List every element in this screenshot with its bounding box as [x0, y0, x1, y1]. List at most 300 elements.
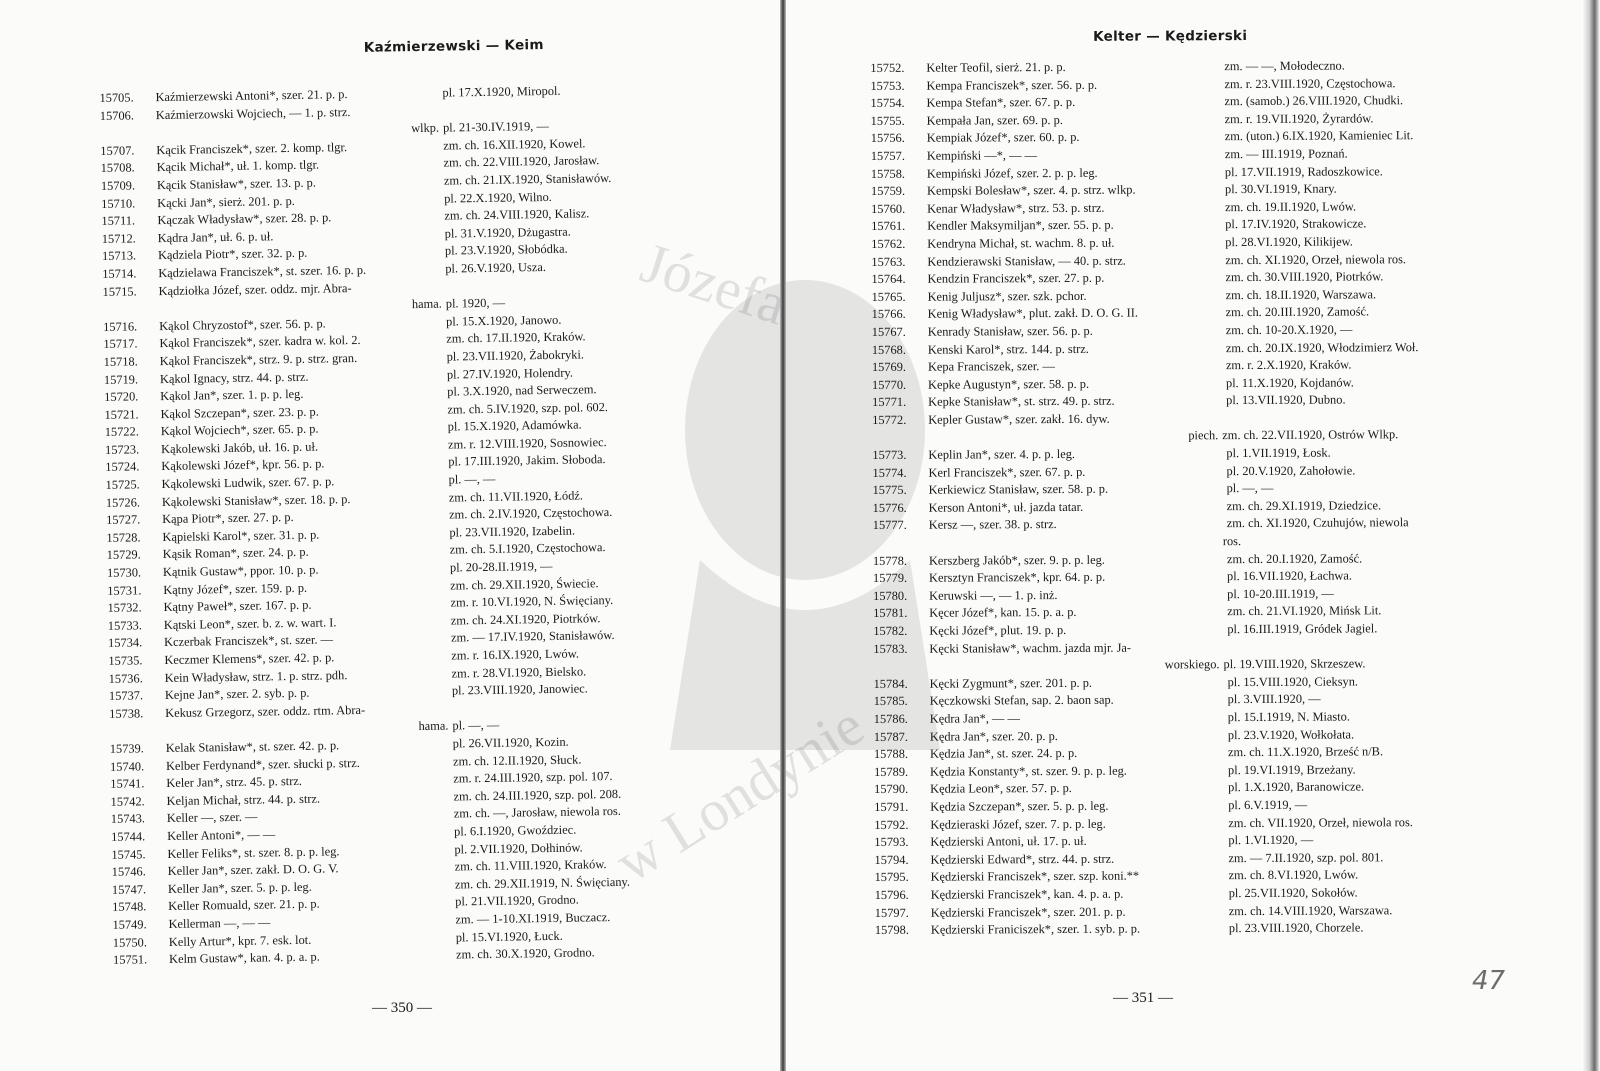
- entry-name: Kędzierski Franciszek*, szer. 201. p. p.: [930, 904, 1126, 920]
- entry-fate: zm. ch. 29.XII.1919, N. Święciany.: [454, 874, 631, 892]
- entry-name: Kęcki Józef*, plut. 19. p. p.: [929, 622, 1067, 638]
- entry-fate: [1222, 409, 1492, 428]
- entry-name: Kein Władysław, strz. 1. p. strz. pdh.: [164, 667, 348, 685]
- entry-fate: zm. — 7.II.1920, szp. pol. 801.: [1228, 850, 1384, 865]
- entry-fate: pl. 22.X.1920, Wilno.: [444, 189, 552, 206]
- entry-number: 15732.: [107, 600, 142, 616]
- entry-name: Kenig Juljusz*, szer. szk. pchor.: [927, 288, 1087, 304]
- entry-number: 15789.: [874, 764, 909, 779]
- entry-number: 15739.: [109, 741, 144, 756]
- entry-fate: zm. r. 23.VIII.1920, Częstochowa.: [1224, 75, 1396, 91]
- entry-number: 15756.: [870, 131, 905, 146]
- entry-name: Kendler Maksymiljan*, szer. 55. p. p.: [927, 218, 1114, 234]
- entry-number: 15757.: [870, 148, 905, 163]
- entry-name: Kęcer Józef*, kan. 15. p. a. p.: [929, 605, 1077, 621]
- left-page-number: — 350 —: [372, 1000, 432, 1016]
- entry-fate: pl. 21-30.IV.1919, —: [442, 119, 549, 135]
- entry-fate: pl. —, —: [448, 471, 496, 487]
- entry-name: Kempski Bolesław*, szer. 4. p. strz. wlkp.: [926, 182, 1136, 198]
- entry-fate: pl. 28.VI.1920, Kilikijew.: [1225, 234, 1353, 250]
- entry-number: 15776.: [872, 500, 907, 515]
- entry-name: Kempiński Józef, szer. 2. p. p. leg.: [926, 165, 1098, 181]
- entry-number: 15740.: [109, 758, 145, 774]
- entry-fate: zm. — 17.IV.1920, Stanisławów.: [450, 628, 615, 645]
- entry-continuation: hama.: [418, 718, 449, 734]
- entry-number: 15738.: [109, 706, 144, 721]
- entry-number: 15737.: [108, 688, 144, 704]
- entry-number: 15787.: [873, 729, 908, 744]
- entry-name: Kęcki Stanisław*, wachm. jazda mjr. Ja-: [929, 640, 1132, 656]
- entry-name: Kątny Józef*, szer. 159. p. p.: [163, 580, 308, 597]
- entry-fate: pl. —, —: [452, 718, 500, 733]
- entry-name: Kerl Franciszek*, szer. 67. p. p.: [928, 464, 1086, 480]
- entry-fate: pl. 19.VI.1919, Brzeżany.: [1227, 762, 1356, 777]
- entry-name: Kąkolewski Józef*, kpr. 56. p. p.: [161, 456, 325, 474]
- entry-number: 15782.: [873, 623, 908, 638]
- entry-fate: zm. ch. 29.XII.1920, Świecie.: [450, 575, 599, 593]
- entry-fate: pl. 13.VII.1920, Dubno.: [1226, 392, 1346, 408]
- entry-name: Kącik Franciszek*, szer. 2. komp. tlgr.: [156, 139, 348, 157]
- entry-number: 15777.: [872, 518, 907, 533]
- entry-name: Kątski Leon*, szer. b. z. w. wart. I.: [163, 615, 337, 632]
- entry-number: 15725.: [105, 477, 140, 493]
- entry-fate: pl. 25.VII.1920, Sokołów.: [1228, 885, 1358, 901]
- entry-number: 15744.: [111, 829, 146, 844]
- entry-fate: zm. ch. 24.XI.1920, Piotrków.: [450, 610, 601, 628]
- entry-fate: pl. 20.V.1920, Zahołowie.: [1226, 463, 1356, 478]
- entry-number: 15762.: [871, 236, 906, 251]
- entry-name: Kenar Władysław*, strz. 53. p. strz.: [927, 200, 1105, 216]
- entry-fate: zm. ch. 5.IV.1920, szp. pol. 602.: [447, 399, 609, 417]
- entry-fate: pl. 17.VII.1919, Radoszkowice.: [1224, 163, 1383, 179]
- entry-number: 15773.: [872, 447, 907, 463]
- entry-number: 15727.: [106, 512, 141, 528]
- entry-name: Kelter Teofil, sierż. 21. p. p.: [926, 59, 1066, 75]
- entry-fate: zm. ch. 22.VII.1920, Ostrów Wlkp.: [1222, 427, 1399, 443]
- entry-number: 15709.: [100, 178, 136, 193]
- entry-number: 15731.: [107, 583, 142, 598]
- entry-name: Kersztyn Franciszek*, kpr. 64. p. p.: [928, 569, 1106, 585]
- page-edge: [1582, 0, 1600, 1071]
- entry-fate: pl. 3.VIII.1920, —: [1227, 692, 1321, 707]
- entry-number: 15780.: [873, 588, 908, 603]
- entry-name: Kekusz Grzegorz, szer. oddz. rtm. Abra-: [165, 702, 366, 720]
- entry-number: 15798.: [874, 922, 909, 938]
- entry-fate: zm. ch. 8.VI.1920, Lwów.: [1228, 867, 1359, 883]
- entry-fate: zm. ch. —, Jarosław, niewola ros.: [453, 804, 622, 821]
- entry-name: Kepke Augustyn*, szer. 58. p. p.: [927, 376, 1090, 392]
- left-page-header: Kaźmierzewski — Keim: [363, 37, 544, 56]
- entry-name: Kądziołka Józef, szer. oddz. mjr. Abra-: [158, 280, 352, 298]
- right-page-header: Kelter — Kędzierski: [1093, 28, 1248, 45]
- entry-name: Kąkol Franciszek*, strz. 9. p. strz. gran.: [159, 350, 358, 368]
- entry-fate: pl. 15.X.1920, Adamówka.: [447, 417, 582, 434]
- entry-fate: zm. ch. 16.XII.1920, Kowel.: [443, 136, 586, 153]
- entry-name: Kąkolewski Jakób, uł. 16. p. uł.: [160, 439, 319, 456]
- watermark-text-1: Józefa: [633, 229, 795, 338]
- entry-number: 15750.: [112, 934, 147, 950]
- entry-number: 15759.: [870, 183, 906, 199]
- entry-name: Kędzieraski Józef, szer. 7. p. p. leg.: [930, 816, 1106, 832]
- entry-fate: zm. ch. 22.VIII.1920, Jarosław.: [443, 153, 600, 170]
- entry-name: Kelly Artur*, kpr. 7. esk. lot.: [168, 932, 312, 949]
- entry-fate: pl. 30.VI.1919, Knary.: [1224, 181, 1337, 197]
- entry-number: 15712.: [101, 231, 136, 246]
- entry-name: Kątny Paweł*, szer. 167. p. p.: [163, 597, 312, 615]
- entry-number: 15706.: [99, 108, 134, 123]
- entry-number: 15723.: [104, 442, 140, 457]
- entry-fate: pl. 16.III.1919, Gródek Jagiel.: [1227, 621, 1378, 637]
- entry-number: 15734.: [107, 635, 143, 651]
- entry-name: Keller Antoni*, — —: [167, 827, 276, 843]
- entry-number: 15716.: [103, 319, 138, 334]
- entry-name: Kąkol Jan*, szer. 1. p. p. leg.: [160, 386, 304, 404]
- entry-fate: pl. 1.X.1920, Baranowicze.: [1228, 779, 1365, 795]
- entry-fate: pl. 23.V.1920, Słobódka.: [444, 241, 568, 258]
- entry-number: 15708.: [100, 160, 135, 176]
- entry-fate: zm. ch. XI.1920, Czuhujów, niewola: [1226, 515, 1409, 531]
- entry-number: 15724.: [105, 459, 140, 475]
- entry-fate: zm. r. 12.VIII.1920, Sosnowiec.: [447, 434, 607, 452]
- entry-fate: pl. —, —: [1226, 481, 1274, 496]
- entry-fate: pl. 16.VII.1920, Łachwa.: [1226, 568, 1352, 584]
- entry-number: 15722.: [104, 424, 139, 440]
- entry-name: Kątnik Gustaw*, ppor. 10. p. p.: [162, 562, 319, 580]
- entry-fate: zm. ch. 5.I.1920, Częstochowa.: [449, 540, 606, 557]
- entry-number: 15797.: [874, 905, 909, 920]
- entry-number: 15774.: [872, 465, 907, 480]
- entry-number: 15736.: [108, 670, 143, 686]
- entry-fate: pl. 1920, —: [445, 295, 506, 311]
- left-entries: [99, 79, 783, 969]
- entry-number: 15741.: [110, 776, 145, 792]
- entry-fate: pl. 23.VIII.1920, Chorzele.: [1228, 920, 1364, 936]
- entry-fate: ros.: [1222, 534, 1242, 549]
- entry-fate: pl. 31.V.1920, Dżugastra.: [444, 224, 571, 241]
- entry-number: 15765.: [871, 289, 906, 304]
- entry-number: 15720.: [104, 389, 139, 405]
- entry-number: 15729.: [106, 547, 141, 563]
- entry-fate: zm. ch. 11.X.1920, Brześć n/B.: [1227, 744, 1384, 760]
- entry-fate: pl. 15.VIII.1920, Cieksyn.: [1227, 674, 1359, 689]
- entry-name: Kelber Ferdynand*, szer. słucki p. strz.: [165, 755, 360, 773]
- entry-name: Kendryna Michał, st. wachm. 8. p. uł.: [927, 235, 1115, 251]
- entry-fate: pl. 21.VII.1920, Grodno.: [455, 892, 579, 909]
- entry-continuation: wlkp.: [411, 120, 440, 136]
- entry-number: 15718.: [103, 354, 138, 369]
- entry-name: Kędzierski Franiciszek*, szer. 1. syb. p. p.: [930, 921, 1141, 937]
- entry-name: Kąkolewski Stanisław*, szer. 18. p. p.: [161, 491, 351, 509]
- entry-number: 15795.: [874, 870, 909, 885]
- entry-name: Kenrady Stanisław, szer. 56. p. p.: [927, 323, 1093, 339]
- entry-fate: pl. 23.V.1920, Wołkołata.: [1227, 727, 1355, 742]
- entry-fate: zm. ch. 17.II.1920, Kraków.: [446, 329, 586, 346]
- entry-fate: pl. 2.VII.1920, Dołhinów.: [454, 840, 583, 857]
- entry-name: Kempiński —*, — —: [926, 148, 1037, 163]
- entry-fate: pl. 1.VII.1919, Łosk.: [1226, 445, 1331, 461]
- entry-fate: pl. 3.X.1920, nad Serweczem.: [447, 382, 597, 399]
- entry-name: Kempała Jan, szer. 69. p. p.: [926, 112, 1063, 128]
- entry-name: Kersz —, szer. 38. p. strz.: [928, 517, 1057, 533]
- entry-number: 15747.: [111, 882, 147, 897]
- entry-number: 15713.: [101, 248, 137, 264]
- entry-number: 15730.: [106, 565, 142, 580]
- entry-number: 15742.: [110, 794, 145, 809]
- entry-fate: zm. r. 19.VII.1920, Żyrardów.: [1224, 111, 1374, 126]
- entry-number: 15714.: [102, 266, 137, 281]
- entry-fate: zm. ch. 12.II.1920, Słuck.: [452, 752, 582, 769]
- entry-name: Kenig Władysław*, plut. zakł. D. O. G. II.: [927, 305, 1139, 322]
- entry-fate: zm. ch. 21.VI.1920, Mińsk Lit.: [1227, 603, 1382, 619]
- entry-fate: pl. 23.VII.1920, Izabelin.: [449, 523, 576, 540]
- entry-number: 15753.: [870, 78, 905, 93]
- entry-fate: pl. 17.IV.1920, Strakowicze.: [1225, 216, 1367, 232]
- entry-number: 15752.: [870, 60, 905, 75]
- entry-fate: zm. r. 16.IX.1920, Lwów.: [451, 646, 579, 663]
- entry-fate: zm. ch. 20.III.1920, Zamość.: [1225, 304, 1370, 320]
- entry-number: 15790.: [874, 782, 909, 797]
- entry-number: 15770.: [871, 377, 907, 392]
- entry-continuation: worskiego.: [1164, 657, 1220, 672]
- entry-fate: pl. 15.I.1919, N. Miasto.: [1227, 709, 1350, 725]
- entry-fate: pl. 6.V.1919, —: [1228, 797, 1308, 813]
- entry-fate: zm. ch. 24.VIII.1920, Kalisz.: [444, 206, 590, 223]
- left-page: [98, 0, 783, 970]
- entry-name: Kądzielawa Franciszek*, st. szer. 16. p. p.: [158, 262, 367, 281]
- entry-name: Kądziela Piotr*, szer. 32. p. p.: [157, 246, 308, 263]
- entry-fate: zm. ch. 11.VIII.1920, Kraków.: [454, 857, 607, 874]
- entry-name: Kepa Franciszek, szer. —: [927, 359, 1055, 374]
- entry-number: 15721.: [104, 407, 139, 422]
- entry-name: Kąkol Wojciech*, szer. 65. p. p.: [160, 421, 319, 439]
- entry-fate: zm. ch. 24.III.1920, szp. pol. 208.: [453, 786, 622, 804]
- entry-name: Kącik Michał*, uł. 1. komp. tlgr.: [156, 157, 320, 175]
- entry-name: Kendzin Franciszek*, szer. 27. p. p.: [927, 270, 1105, 286]
- entry-fate: zm. — —, Mołodeczno.: [1224, 58, 1345, 74]
- entry-name: Keller Feliks*, st. szer. 8. p. p. leg.: [167, 843, 340, 861]
- entry-fate: zm. ch. 2.IV.1920, Częstochowa.: [449, 505, 613, 522]
- entry-name: Kącik Stanisław*, szer. 13. p. p.: [156, 175, 317, 193]
- entry-fate: pl. 26.VII.1920, Kozin.: [452, 734, 569, 751]
- entry-fate: zm. ch. 19.II.1920, Lwów.: [1225, 199, 1357, 214]
- entry-number: 15785.: [873, 694, 908, 709]
- entry-name: Kędra Jan*, szer. 20. p. p.: [929, 728, 1058, 744]
- entry-number: 15779.: [872, 571, 908, 586]
- entry-name: Kąsik Roman*, szer. 24. p. p.: [162, 545, 309, 562]
- entry-name: Kepke Stanisław*, st. strz. 49. p. strz.: [928, 394, 1115, 409]
- entry-name: Keller —, szer. —: [166, 809, 258, 826]
- entry-fate: zm. r. 28.VI.1920, Bielsko.: [451, 664, 587, 681]
- entry-name: Kęczkowski Stefan, sap. 2. baon sap.: [929, 693, 1114, 709]
- right-page-number: — 351 —: [1113, 990, 1173, 1006]
- entry-fate: zm. ch. 20.IX.1920, Włodzimierz Woł.: [1225, 339, 1419, 355]
- entry-fate: pl. 27.IV.1920, Holendry.: [446, 365, 573, 382]
- entry-number: 15792.: [874, 817, 909, 832]
- entry-number: 15743.: [110, 811, 146, 827]
- entry-name: Kellerman —, — —: [168, 915, 271, 931]
- entry-name: Keller Jan*, szer. 5. p. p. leg.: [167, 879, 312, 896]
- entry-number: 15766.: [871, 307, 906, 322]
- entry-fate: zm. (samob.) 26.VIII.1920, Chudki.: [1224, 93, 1404, 109]
- entry-number: 15760.: [871, 201, 906, 216]
- entry-number: 15717.: [103, 336, 138, 352]
- entry-number: 15726.: [105, 495, 141, 510]
- entry-name: Kęcki Zygmunt*, szer. 201. p. p.: [929, 675, 1093, 691]
- entry-fate: [1223, 637, 1493, 656]
- entry-name: Keljan Michał, strz. 44. p. strz.: [166, 791, 321, 808]
- entry-number: 15772.: [872, 412, 907, 427]
- entry-name: Kąpielski Karol*, szer. 31. p. p.: [162, 527, 320, 544]
- entry-number: 15711.: [101, 213, 136, 229]
- entry-number: 15733.: [107, 618, 143, 633]
- entry-name: Kędzia Szczepan*, szer. 5. p. p. leg.: [930, 798, 1109, 814]
- entry-name: Kelm Gustaw*, kan. 4. p. a. p.: [168, 949, 320, 967]
- entry-number: 15719.: [103, 371, 139, 387]
- entry-name: Kędzia Jan*, st. szer. 24. p. p.: [929, 746, 1078, 761]
- entry-fate: zm. r. 2.X.1920, Kraków.: [1225, 357, 1352, 373]
- entry-name: Keller Romuald, szer. 21. p. p.: [168, 896, 320, 914]
- right-page: [870, 0, 1495, 940]
- entry-name: Kąkol Ignacy, strz. 44. p. strz.: [159, 369, 309, 386]
- entry-number: 15775.: [872, 483, 907, 498]
- entry-name: Kączak Władysław*, szer. 28. p. p.: [157, 210, 332, 228]
- entry-number: 15768.: [871, 342, 906, 357]
- entry-fate: zm. ch. VII.1920, Orzeł, niewola ros.: [1228, 814, 1413, 830]
- entry-continuation: piech.: [1188, 428, 1219, 443]
- entry-number: 15796.: [874, 887, 909, 902]
- entry-fate: pl. 17.III.1920, Jakim. Słoboda.: [448, 452, 606, 470]
- entry-fate: zm. ch. 10-20.X.1920, —: [1225, 322, 1353, 338]
- entry-name: Kaźmierzewski Antoni*, szer. 21. p. p.: [155, 87, 348, 105]
- entry-name: Kepler Gustaw*, szer. zakł. 16. dyw.: [928, 411, 1110, 427]
- entry-fate: pl. 15.X.1920, Janowo.: [445, 312, 562, 329]
- entry-fate: pl. 11.X.1920, Kojdanów.: [1225, 375, 1354, 390]
- entry-name: Kąkol Franciszek*, szer. kadra w. kol. 2.: [159, 333, 361, 351]
- entry-name: Keplin Jan*, szer. 4. p. p. leg.: [928, 446, 1076, 462]
- entry-number: 15769.: [871, 359, 907, 375]
- entry-number: 15758.: [870, 166, 906, 181]
- entry-name: Kącki Jan*, sierż. 201. p. p.: [157, 193, 295, 210]
- entry-name: Keler Jan*, strz. 45. p. strz.: [166, 774, 302, 791]
- entry-number: 15705.: [99, 90, 134, 105]
- entry-number: 15764.: [871, 271, 906, 287]
- entry-number: 15735.: [108, 653, 143, 668]
- entry-fate: pl. 23.VII.1920, Żabokryki.: [446, 347, 585, 364]
- entry-fate: zm. ch. 18.II.1920, Warszawa.: [1225, 287, 1377, 302]
- entry-fate: zm. r. 24.III.1920, szp. pol. 107.: [453, 769, 613, 786]
- entry-name: Kerszberg Jakób*, szer. 9. p. p. leg.: [928, 552, 1105, 568]
- entry-number: 15786.: [873, 711, 908, 726]
- entry-name: Kędra Jan*, — —: [929, 711, 1020, 726]
- entry-name: Kempa Franciszek*, szer. 56. p. p.: [926, 77, 1098, 93]
- entry-name: Keruwski —, — 1. p. inż.: [929, 587, 1058, 603]
- entry-name: Kejne Jan*, szer. 2. syb. p. p.: [164, 685, 310, 703]
- entry-number: 15793.: [874, 834, 909, 850]
- entry-name: Kerson Antoni*, uł. jazda tatar.: [928, 499, 1084, 515]
- entry-number: 15771.: [872, 395, 907, 410]
- entry-number: 15745.: [111, 846, 146, 862]
- right-entries: [870, 57, 1495, 940]
- watermark-text-2: w Londynie: [603, 692, 875, 895]
- entry-number: 15728.: [106, 530, 141, 545]
- entry-number: 15715.: [102, 283, 137, 299]
- entry-number: 15763.: [871, 254, 906, 269]
- entry-name: Kędzierski Antoni, uł. 17. p. uł.: [930, 834, 1087, 849]
- entry-number: 15749.: [112, 917, 147, 932]
- entry-fate: zm. — III.1919, Poznań.: [1224, 146, 1348, 162]
- entry-name: Kendzierawski Stanisław, — 40. p. strz.: [927, 253, 1126, 269]
- entry-name: Kędzierski Edward*, strz. 44. p. strz.: [930, 851, 1115, 867]
- entry-fate: pl. 20-28.II.1919, —: [449, 558, 553, 575]
- entry-fate: pl. 10-20.III.1919, —: [1227, 586, 1334, 601]
- entry-fate: zm. ch. 11.VII.1920, Łódź.: [448, 488, 584, 505]
- entry-name: Kenski Karol*, strz. 144. p. strz.: [927, 341, 1089, 357]
- entry-number: 15754.: [870, 96, 905, 111]
- entry-row: [875, 919, 1495, 940]
- pencil-annotation: 47: [1472, 966, 1506, 996]
- entry-name: Kąkolewski Ludwik, szer. 67. p. p.: [161, 474, 335, 492]
- entry-fate: zm. ch. 20.I.1920, Zamość.: [1226, 551, 1363, 566]
- entry-number: 15778.: [872, 553, 908, 568]
- entry-name: Kędzierski Franciszek*, szer. szp. koni.**: [930, 868, 1140, 885]
- entry-name: Kądra Jan*, uł. 6. p. uł.: [157, 229, 274, 245]
- entry-name: Kempa Stefan*, szer. 67. p. p.: [926, 95, 1076, 110]
- entry-number: 15751.: [112, 952, 148, 967]
- entry-fate: zm. ch. 21.IX.1920, Stanisławów.: [443, 170, 612, 188]
- entry-fate: zm. ch. 30.VIII.1920, Piotrków.: [1225, 269, 1384, 285]
- entry-fate: zm. ch. 30.X.1920, Grodno.: [455, 945, 595, 962]
- entry-number: 15783.: [873, 641, 908, 656]
- entry-name: Kąpa Piotr*, szer. 27. p. p.: [162, 510, 294, 527]
- entry-number: 15781.: [873, 606, 908, 621]
- entry-number: 15755.: [870, 113, 905, 128]
- entry-name: Kelak Stanisław*, st. szer. 42. p. p.: [165, 738, 340, 755]
- entry-fate: pl. 19.VIII.1920, Skrzeszew.: [1223, 656, 1366, 672]
- entry-fate: pl. 26.V.1920, Usza.: [445, 259, 546, 276]
- entry-fate: zm. (uton.) 6.IX.1920, Kamieniec Lit.: [1224, 128, 1414, 144]
- entry-number: 15761.: [871, 219, 906, 234]
- entry-number: 15767.: [871, 324, 906, 339]
- entry-name: Kąkol Chryzostof*, szer. 56. p. p.: [159, 316, 326, 333]
- entry-number: 15788.: [873, 746, 909, 762]
- entry-fate: pl. 15.VI.1920, Łuck.: [455, 928, 563, 944]
- entry-number: 15784.: [873, 676, 908, 691]
- entry-number: 15748.: [112, 899, 147, 915]
- entry-name: Kempiak Józef*, szer. 60. p. p.: [926, 130, 1080, 146]
- entry-number: 15707.: [100, 143, 135, 158]
- entry-name: Kąkol Szczepan*, szer. 23. p. p.: [160, 404, 319, 421]
- entry-fate: pl. 1.VI.1920, —: [1228, 832, 1314, 848]
- entry-fate: pl. 17.X.1920, Miropol.: [442, 83, 561, 100]
- entry-name: Kczerbak Franciszek*, st. szer. —: [163, 632, 334, 650]
- entry-fate: zm. r. 10.VI.1920, N. Święciany.: [450, 593, 614, 610]
- entry-name: Kędzia Leon*, szer. 57. p. p.: [930, 781, 1072, 797]
- entry-continuation: hama.: [411, 296, 442, 312]
- entry-name: Kędzierski Franciszek*, kan. 4. p. a. p.: [930, 886, 1124, 902]
- entry-name: Keller Jan*, szer. zakł. D. O. G. V.: [167, 861, 339, 879]
- entry-name: Keczmer Klemens*, szer. 42. p. p.: [164, 650, 335, 668]
- entry-number: 15794.: [874, 852, 909, 867]
- entry-name: Kaźmierzowski Wojciech, — 1. p. strz.: [155, 104, 351, 122]
- entry-name: Kędzia Konstanty*, st. szer. 9. p. p. leg.: [930, 763, 1127, 779]
- entry-fate: zm. ch. 29.XI.1919, Dziedzice.: [1226, 498, 1382, 513]
- entry-fate: zm. — 1-10.XI.1919, Buczacz.: [455, 909, 611, 927]
- entry-fate: pl. 23.VIII.1920, Janowiec.: [451, 681, 588, 698]
- entry-fate: zm. ch. 14.VIII.1920, Warszawa.: [1228, 902, 1393, 918]
- entry-fate: pl. 6.I.1920, Gwoździec.: [453, 822, 577, 839]
- entry-number: 15710.: [101, 196, 136, 211]
- entry-fate: zm. ch. XI.1920, Orzeł, niewola ros.: [1225, 251, 1407, 267]
